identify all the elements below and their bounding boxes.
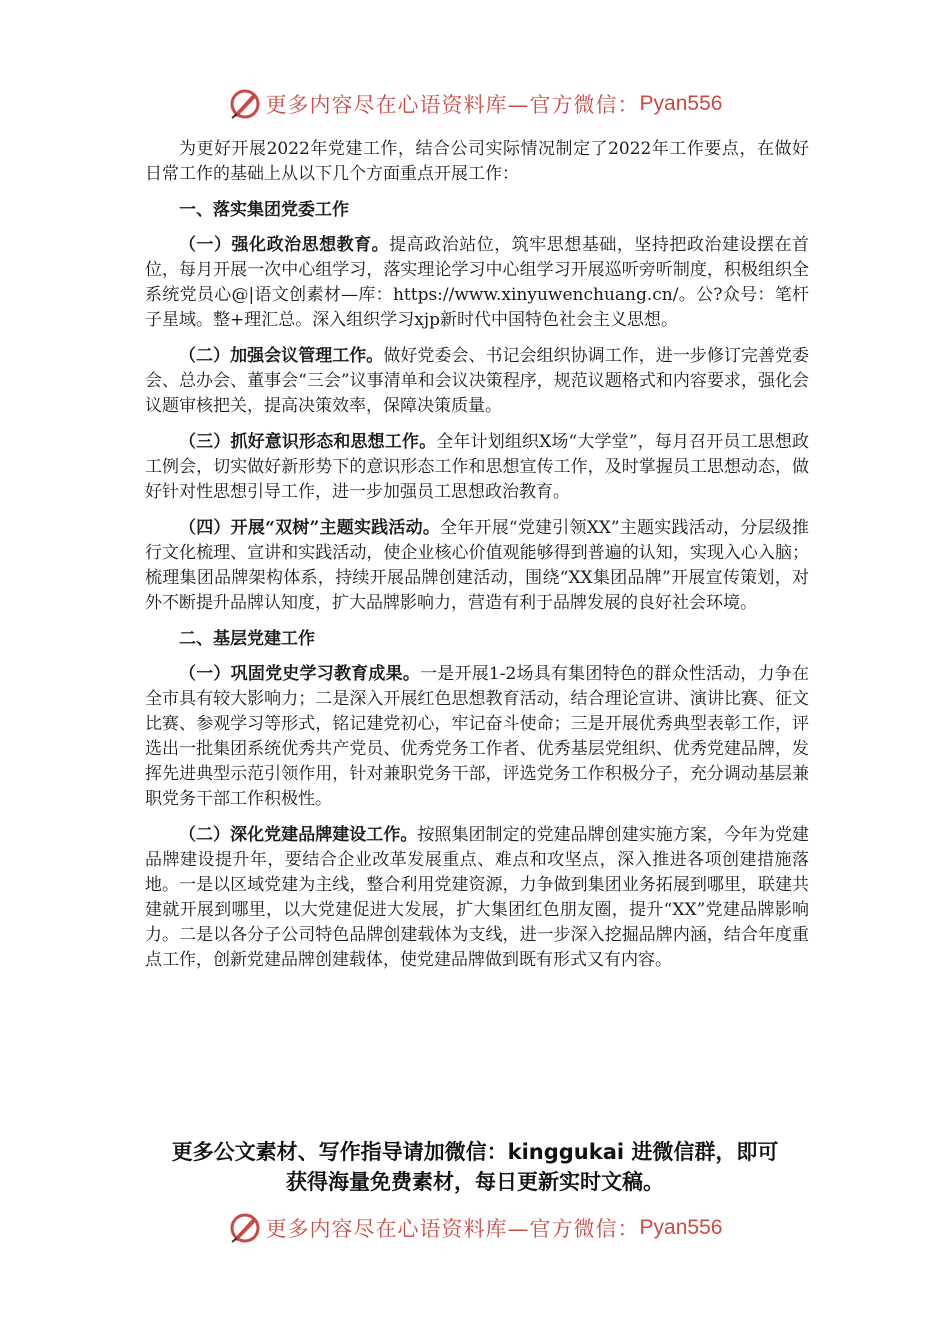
list-item: [145, 662, 809, 812]
intro-paragraph: 为更好开展2022年党建工作，结合公司实际情况制定了2022年工作要点，在做好日常工作的基础上从以下几个方面重点开展工作：: [145, 139, 809, 184]
pen-circle-logo-icon: [228, 87, 262, 121]
item-body: 提高政治站位，筑牢思想基础，坚持把政治建设摆在首位，每月开展一次中心组学习，落实理论学习中心组学习开展巡听旁听制度，积极组织全系统党员心@|语文创素材—库：https://www.xinyuwenchuang.cn/。公?众号：笔杆子星域。整+理汇总。深入组织学习xjp新时代中国特色社会主义思想。: [145, 235, 809, 330]
list-item: [145, 823, 809, 973]
item-lead-title: （四）开展“双树”主题实践活动。: [179, 518, 441, 538]
footer-promo-note: [100, 1137, 850, 1197]
section-heading: 一、落实集团党委工作: [179, 200, 349, 220]
document-body: [145, 137, 809, 984]
banner-text: 更多内容尽在心语资料库—官方微信：: [265, 93, 640, 117]
item-lead-title: （二）深化党建品牌建设工作。: [179, 825, 418, 845]
item-lead-title: （二）加强会议管理工作。: [179, 346, 384, 366]
list-item: [145, 344, 809, 419]
header-banner: [0, 82, 950, 126]
item-body: 做好党委会、书记会组织协调工作，进一步修订完善党委会、总办会、董事会“三会”议事清单和会议决策程序，规范议题格式和内容要求，强化会议题审核把关，提高决策效率，保障决策质量。: [145, 346, 810, 416]
list-item: [145, 233, 809, 333]
item-body: 全年开展“党建引领XX”主题实践活动，分层级推行文化梳理、宣讲和实践活动，使企业核心价值观能够得到普遍的认知，实现入心入脑；梳理集团品牌架构体系，持续开展品牌创建活动，围绕“XX集团品牌”开展宣传策划，对外不断提升品牌认知度，扩大品牌影响力，营造有利于品牌发展的良好社会环境。: [145, 518, 809, 613]
item-lead-title: （一）强化政治思想教育。: [179, 235, 390, 255]
list-item: [145, 516, 809, 616]
footer-note-line: 获得海量免费素材，每日更新实时文稿。: [286, 1170, 664, 1194]
footer-note-line: 更多公文素材、写作指导请加微信：kinggukai 进微信群，即可: [171, 1140, 779, 1164]
section-heading: 二、基层党建工作: [179, 629, 315, 649]
wechat-id: Pyan556: [639, 92, 723, 115]
pen-circle-logo-icon: [228, 1211, 262, 1245]
banner-text: 更多内容尽在心语资料库—官方微信：: [265, 1217, 640, 1241]
item-body: 全年计划组织X场“大学堂”，每月召开员工思想政工例会，切实做好新形势下的意识形态工作和思想宣传工作，及时掌握员工思想动态，做好针对性思想引导工作，进一步加强员工思想政治教育。: [145, 432, 810, 502]
item-lead-title: （三）抓好意识形态和思想工作。: [179, 432, 437, 452]
item-lead-title: （一）巩固党史学习教育成果。: [179, 664, 421, 684]
item-body: 按照集团制定的党建品牌创建实施方案，今年为党建品牌建设提升年，要结合企业改革发展重点、难点和攻坚点，深入推进各项创建措施落地。一是以区域党建为主线，整合利用党建资源，力争做到集团业务拓展到哪里，联建共建就开展到哪里，以大党建促进大发展，扩大集团红色朋友圈，提升“XX”党建品牌影响力。二是以各分子公司特色品牌创建载体为支线，进一步深入挖掘品牌内涵，结合年度重点工作，创新党建品牌创建载体，使党建品牌做到既有形式又有内容。: [145, 825, 810, 970]
footer-banner: [0, 1206, 950, 1250]
list-item: [145, 430, 809, 505]
wechat-id: Pyan556: [639, 1216, 723, 1239]
item-body: 一是开展1-2场具有集团特色的群众性活动，力争在全市具有较大影响力；二是深入开展红色思想教育活动，结合理论宣讲、演讲比赛、征文比赛、参观学习等形式，铭记建党初心，牢记奋斗使命；三是开展优秀典型表彰工作，评选出一批集团系统优秀共产党员、优秀党务工作者、优秀基层党组织、优秀党建品牌，发挥先进典型示范引领作用，针对兼职党务干部，评选党务工作积极分子，充分调动基层兼职党务干部工作积极性。: [145, 664, 810, 809]
